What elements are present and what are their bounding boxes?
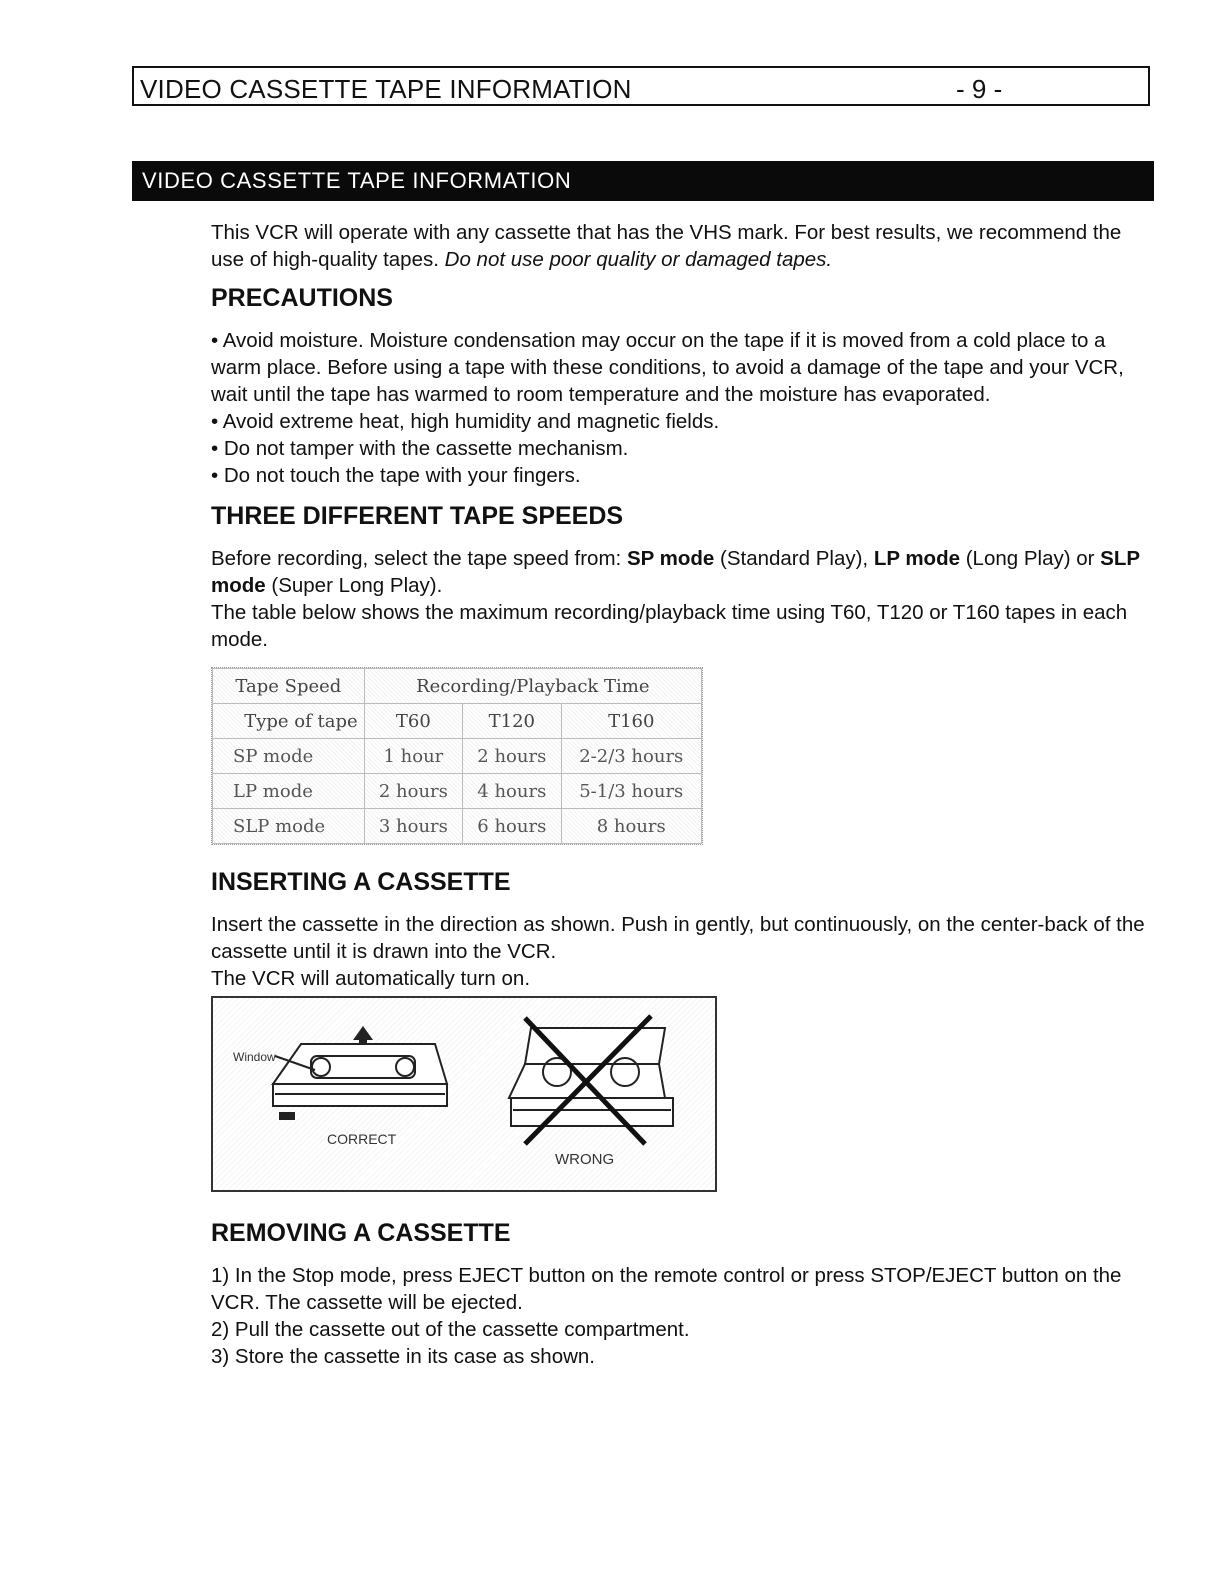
mode-cell: SP mode [213,739,365,774]
inserting-heading: INSERTING A CASSETTE [211,868,511,896]
time-cell: 8 hours [561,809,701,844]
time-cell: 4 hours [463,774,561,809]
lp-mode-desc: (Long Play) or [960,547,1101,570]
wrong-label: WRONG [555,1151,615,1168]
time-cell: 2-2/3 hours [561,739,701,774]
tape-type: T120 [463,704,561,739]
tape-speeds-intro [211,545,1151,599]
time-cell: 2 hours [364,774,462,809]
time-cell: 3 hours [364,809,462,844]
tape-speeds-table-note: The table below shows the maximum recording/playback time using T60, T120 or T160 tapes in each mode. [211,601,1128,651]
mode-cell: SLP mode [213,809,365,844]
speeds-intro-prefix: Before recording, select the tape speed from: [211,547,627,570]
sp-mode-label: SP mode [626,547,715,570]
table-row [213,774,702,809]
tape-type: T160 [561,704,701,739]
col-type-of-tape: Type of tape [213,704,365,739]
correct-label: CORRECT [327,1131,397,1147]
removing-step: 1) In the Stop mode, press EJECT button on the remote control or press STOP/EJECT button on the VCR. The cassette will be ejected. [211,1264,1122,1314]
slp-mode-label: SLP mode [211,547,1140,597]
section-banner [132,161,1154,201]
window-label: Window [233,1050,276,1064]
time-cell: 1 hour [364,739,462,774]
page-content [211,219,1151,1370]
page-header [132,66,1150,106]
intro-text: This VCR will operate with any cassette that has the VHS mark. For best results, we recommend the use of high-quality tapes. [211,221,1122,271]
page-number: - 9 - [956,74,1003,104]
time-cell: 5-1/3 hours [561,774,701,809]
cassette-insertion-figure [211,996,717,1192]
slp-mode-desc: (Super Long Play). [265,574,443,597]
precaution-item: • Do not tamper with the cassette mechanism. [211,437,629,460]
table-row [213,809,702,844]
removing-step: 2) Pull the cassette out of the cassette compartment. [211,1318,690,1341]
intro-warning: Do not use poor quality or damaged tapes. [444,248,833,271]
intro-paragraph [211,219,1151,273]
precaution-item: • Do not touch the tape with your fingers. [211,464,581,487]
header-title: VIDEO CASSETTE TAPE INFORMATION [140,74,632,104]
lp-mode-label: LP mode [873,547,961,570]
precaution-item: • Avoid extreme heat, high humidity and magnetic fields. [211,410,720,433]
inserting-text: Insert the cassette in the direction as shown. Push in gently, but continuously, on the center-back of the cassette until it is drawn into the VCR. [211,913,1145,963]
time-cell: 6 hours [463,809,561,844]
mode-cell: LP mode [213,774,365,809]
table-row [213,739,702,774]
col-tape-speed: Tape Speed [213,669,365,704]
precautions-heading: PRECAUTIONS [211,284,393,312]
tape-speed-table [211,667,703,845]
inserting-autoon-text: The VCR will automatically turn on. [211,967,531,990]
sp-mode-desc: (Standard Play), [714,547,874,570]
time-cell: 2 hours [463,739,561,774]
precaution-item: • Avoid moisture. Moisture condensation may occur on the tape if it is moved from a cold place to a warm place. Before using a tape with these conditions, to avoid a damage of the tape and your VCR, wait until the tape has warmed to room temperature and the moisture has evaporated. [211,329,1124,406]
wrong-cassette-icon [525,1028,665,1064]
removing-heading: REMOVING A CASSETTE [211,1219,511,1247]
cassette-diagram-icon [213,998,715,1190]
removing-step: 3) Store the cassette in its case as shown. [211,1345,595,1368]
tape-speeds-heading: THREE DIFFERENT TAPE SPEEDS [211,502,624,530]
col-recording-time: Recording/Playback Time [364,669,701,704]
tape-type: T60 [364,704,462,739]
section-banner-title: VIDEO CASSETTE TAPE INFORMATION [142,168,572,193]
